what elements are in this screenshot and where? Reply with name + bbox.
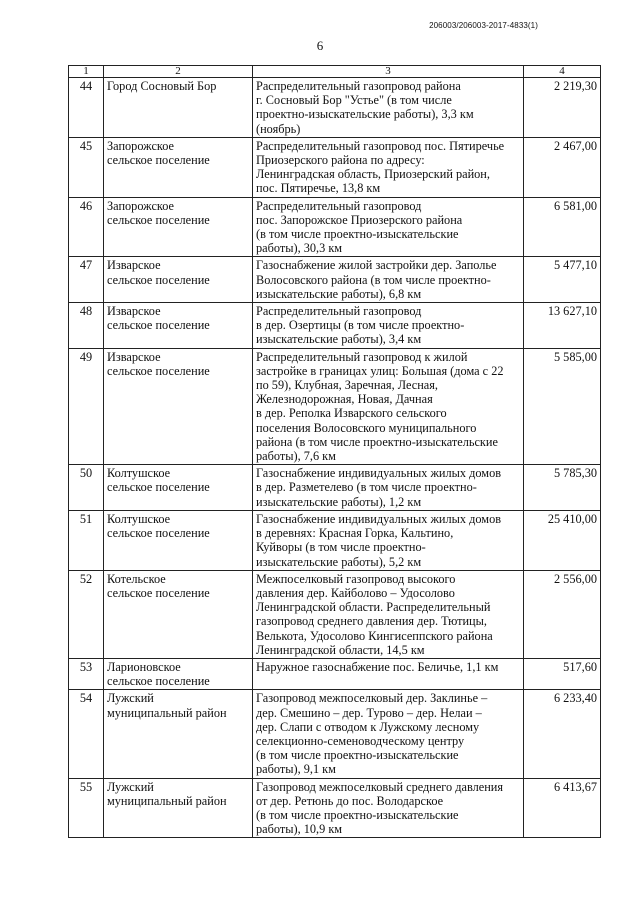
row-number: 52 [69, 570, 104, 658]
description-line: изыскательские работы), 1,2 км [256, 494, 422, 509]
amount-cell: 6 413,67 [524, 778, 601, 838]
description-line: работы), 30,3 км [256, 241, 343, 256]
column-header: 2 [104, 66, 253, 78]
description-line: пос. Запорожское Приозерского района [256, 212, 463, 227]
municipality-line: Лужский [107, 779, 154, 794]
row-number: 45 [69, 137, 104, 197]
project-description-cell [253, 257, 524, 303]
table-row [69, 778, 601, 838]
description-line: Газопровод межпоселковый дер. Заклинье – [256, 691, 488, 706]
project-description-cell [253, 658, 524, 689]
amount-cell: 2 467,00 [524, 137, 601, 197]
row-number: 49 [69, 348, 104, 465]
description-line: Газоснабжение жилой застройки дер. Заполье [256, 258, 497, 273]
column-header: 1 [69, 66, 104, 78]
amount-cell: 5 477,10 [524, 257, 601, 303]
description-line: Ленинградской области. Распределительный [256, 600, 491, 615]
row-number: 53 [69, 658, 104, 689]
description-line: дер. Слапи с отводом к Лужскому лесному [256, 719, 480, 734]
funding-table [68, 65, 601, 838]
municipality-line: сельское поселение [107, 585, 210, 600]
municipality-line: сельское поселение [107, 212, 210, 227]
description-line: поселения Волосовского муниципального [256, 420, 477, 435]
municipality-cell [104, 257, 253, 303]
row-number: 47 [69, 257, 104, 303]
description-line: от дер. Ретюнь до пос. Володарское [256, 793, 444, 808]
description-line: в дер. Разметелево (в том числе проектно- [256, 480, 477, 495]
description-line: (ноябрь) [256, 121, 301, 136]
project-description-cell [253, 137, 524, 197]
municipality-line: Город Сосновый Бор [107, 79, 217, 93]
municipality-line: муниципальный район [107, 705, 227, 720]
municipality-cell [104, 778, 253, 838]
municipality-cell [104, 137, 253, 197]
project-description-cell [253, 348, 524, 465]
municipality-line: сельское поселение [107, 272, 210, 287]
municipality-line: Котельское [107, 571, 166, 586]
description-line: газопровод среднего давления дер. Тютицы, [256, 614, 487, 629]
description-line: Железнодорожная, Новая, Дачная [256, 392, 433, 407]
municipality-line: Лужский [107, 691, 154, 706]
table-row [69, 137, 601, 197]
description-line: (в том числе проектно-изыскательские [256, 748, 459, 763]
municipality-cell [104, 303, 253, 349]
municipality-cell [104, 570, 253, 658]
row-number: 50 [69, 465, 104, 511]
municipality-cell [104, 348, 253, 465]
description-line: (в том числе проектно-изыскательские [256, 227, 459, 242]
row-number: 44 [69, 78, 104, 138]
description-line: в деревнях: Красная Горка, Кальтино, [256, 526, 454, 541]
table-row [69, 257, 601, 303]
table-row [69, 570, 601, 658]
project-description-cell [253, 465, 524, 511]
project-description-cell [253, 303, 524, 349]
table-row [69, 690, 601, 778]
row-number: 51 [69, 510, 104, 570]
municipality-line: Колтушское [107, 466, 171, 481]
table-row [69, 510, 601, 570]
description-line: изыскательские работы), 5,2 км [256, 554, 422, 569]
description-line: в дер. Озертицы (в том числе проектно- [256, 318, 465, 333]
municipality-line: Ларионовское [107, 659, 181, 674]
description-line: Куйворы (в том числе проектно- [256, 540, 426, 555]
description-line: работы), 10,9 км [256, 822, 343, 837]
municipality-line: сельское поселение [107, 153, 210, 168]
description-line: пос. Пятиречье, 13,8 км [256, 181, 381, 196]
description-line: селекционно-семеноводческому центру [256, 733, 465, 748]
project-description-cell [253, 510, 524, 570]
description-line: работы), 7,6 км [256, 449, 336, 464]
description-line: Приозерского района по адресу: [256, 153, 425, 168]
municipality-line: сельское поселение [107, 526, 210, 541]
project-description-cell [253, 197, 524, 257]
table-row [69, 348, 601, 465]
amount-cell: 517,60 [524, 658, 601, 689]
description-line: Распределительный газопровод [256, 198, 422, 213]
description-line: изыскательские работы), 6,8 км [256, 286, 422, 301]
amount-cell: 25 410,00 [524, 510, 601, 570]
table-header-row [69, 66, 601, 78]
municipality-cell [104, 465, 253, 511]
row-number: 55 [69, 778, 104, 838]
project-description-cell [253, 690, 524, 778]
amount-cell: 5 585,00 [524, 348, 601, 465]
description-line: Распределительный газопровод района [256, 79, 461, 93]
amount-cell: 6 581,00 [524, 197, 601, 257]
municipality-cell [104, 690, 253, 778]
description-line: Межпоселковый газопровод высокого [256, 571, 456, 586]
description-line: г. Сосновый Бор "Устье" (в том числе [256, 93, 452, 108]
description-line: Велькота, Удосолово Кингисеппского района [256, 628, 493, 643]
description-line: работы), 9,1 км [256, 762, 336, 777]
municipality-cell [104, 658, 253, 689]
description-line: застройке в границах улиц: Большая (дома с 22 [256, 363, 504, 378]
amount-cell: 13 627,10 [524, 303, 601, 349]
description-line: Газопровод межпоселковый среднего давления [256, 779, 504, 794]
amount-cell: 5 785,30 [524, 465, 601, 511]
description-line: Распределительный газопровод [256, 304, 422, 319]
description-line: Распределительный газопровод к жилой [256, 349, 468, 364]
description-line: проектно-изыскательские работы), 3,3 км [256, 107, 474, 122]
description-line: Газоснабжение индивидуальных жилых домов [256, 466, 502, 481]
description-line: Газоснабжение индивидуальных жилых домов [256, 511, 502, 526]
page-number: 6 [316, 38, 324, 53]
municipality-line: Изварское [107, 258, 161, 273]
project-description-cell [253, 570, 524, 658]
column-header: 3 [253, 66, 524, 78]
table-row [69, 197, 601, 257]
row-number: 48 [69, 303, 104, 349]
municipality-line: Изварское [107, 304, 161, 319]
municipality-line: муниципальный район [107, 793, 227, 808]
project-description-cell [253, 78, 524, 138]
description-line: изыскательские работы), 3,4 км [256, 332, 422, 347]
municipality-cell [104, 197, 253, 257]
description-line: Распределительный газопровод пос. Пятиречье [256, 138, 505, 153]
table-row [69, 303, 601, 349]
municipality-line: сельское поселение [107, 674, 210, 689]
description-line: района (в том числе проектно-изыскательские [256, 434, 498, 449]
municipality-line: Запорожское [107, 198, 175, 213]
project-description-cell [253, 778, 524, 838]
document-id: 206003/206003-2017-4833(1) [429, 21, 538, 30]
description-line: по 59), Клубная, Заречная, Лесная, [256, 378, 438, 393]
table-body [69, 78, 601, 838]
description-line: Волосовского района (в том числе проектно- [256, 272, 491, 287]
municipality-cell [104, 78, 253, 138]
description-line: Ленинградской области, 14,5 км [256, 642, 425, 657]
table-row [69, 658, 601, 689]
municipality-line: сельское поселение [107, 318, 210, 333]
amount-cell: 6 233,40 [524, 690, 601, 778]
description-line: дер. Смешино – дер. Турово – дер. Нелаи – [256, 705, 482, 720]
description-line: Наружное газоснабжение пос. Беличье, 1,1 км [256, 659, 499, 674]
municipality-line: сельское поселение [107, 480, 210, 495]
description-line: (в том числе проектно-изыскательские [256, 807, 459, 822]
table-row [69, 78, 601, 138]
description-line: давления дер. Кайболово – Удосолово [256, 585, 455, 600]
municipality-line: Запорожское [107, 138, 175, 153]
description-line: Ленинградская область, Приозерский район, [256, 167, 490, 182]
amount-cell: 2 556,00 [524, 570, 601, 658]
municipality-cell [104, 510, 253, 570]
table-row [69, 465, 601, 511]
description-line: в дер. Реполка Изварского сельского [256, 406, 447, 421]
column-header: 4 [524, 66, 601, 78]
amount-cell: 2 219,30 [524, 78, 601, 138]
municipality-line: сельское поселение [107, 363, 210, 378]
row-number: 46 [69, 197, 104, 257]
row-number: 54 [69, 690, 104, 778]
municipality-line: Колтушское [107, 511, 171, 526]
municipality-line: Изварское [107, 349, 161, 364]
